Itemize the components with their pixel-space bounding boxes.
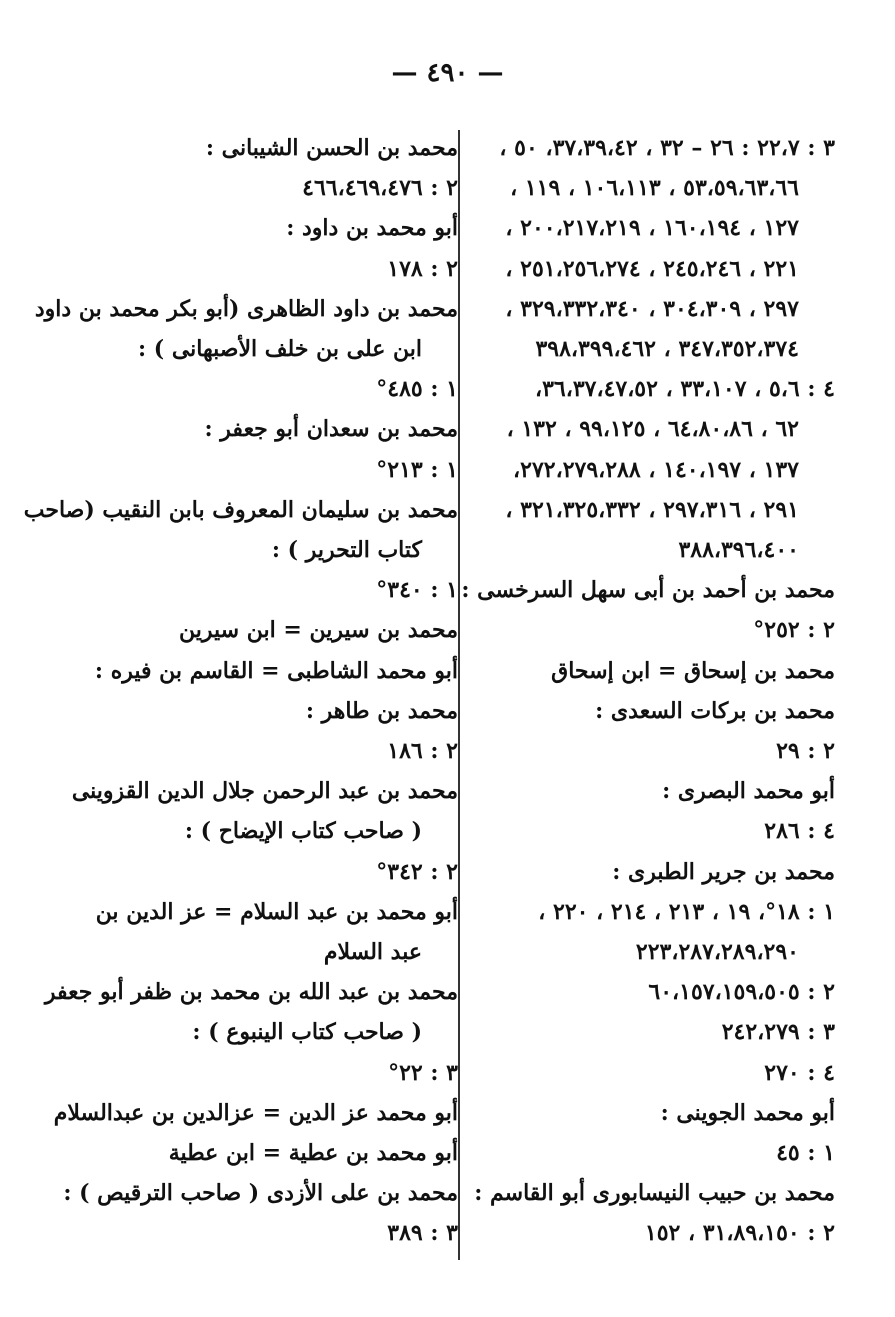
index-page-references: ٢ : ٢٩ <box>776 738 835 765</box>
index-page-references: ٢ : ٢٥٢° <box>753 617 835 644</box>
index-page-references: ٤ : ٢٧٠ <box>764 1059 835 1086</box>
index-entry-name: أبو محمد بن عبد السلام = عز الدين بن <box>95 898 458 925</box>
index-page-references: ٢٢٣،٢٨٧،٢٨٩،٢٩٠ <box>635 939 799 966</box>
index-entry-name: أبو محمد البصرى : <box>662 778 835 805</box>
index-entry-name: أبو محمد الشاطبى = القاسم بن فيره : <box>94 657 458 684</box>
index-entry-name: محمد بن عبد الرحمن جلال الدين القزوينى <box>71 778 458 805</box>
index-entry-name: محمد بن سيرين = ابن سيرين <box>179 617 458 644</box>
index-page-references: ٣٨٨،٣٩٦،٤٠٠ <box>678 537 799 564</box>
index-page-references: ٣ : ٣٨٩ <box>387 1220 458 1247</box>
index-page-references: ٣ : ٢٢،٧ : ٢٦ – ٣٢ ، ٣٧،٣٩،٤٢، ٥٠ ، <box>499 135 835 161</box>
index-page-references: ٦٢ ، ٦٤،٨٠،٨٦ ، ٩٩،١٢٥ ، ١٣٢ ، <box>506 416 799 443</box>
index-page-references: ١ : ٤٨٥° <box>376 376 458 403</box>
index-entry-name: محمد بن بركات السعدى : <box>595 697 835 724</box>
index-entry-name: ابن على بن خلف الأصبهانى ) : <box>137 336 422 363</box>
index-page-references: ٢ : ٤٦٦،٤٦٩،٤٧٦ <box>302 175 458 202</box>
index-entry-name: محمد بن أحمد بن أبى سهل السرخسى : <box>461 577 835 604</box>
index-entry-name: ( صاحب كتاب الإيضاح ) : <box>184 818 422 845</box>
index-entry-name: أبو محمد بن عطية = ابن عطية <box>168 1140 458 1167</box>
index-page-references: ١ : ٢١٣° <box>376 456 458 483</box>
index-page-references: ١ : ١٨°، ١٩ ، ٢١٣ ، ٢١٤ ، ٢٢٠ ، <box>538 898 835 925</box>
index-entry-name: أبو محمد بن داود : <box>286 215 458 242</box>
index-page-references: ٣ : ٢٤٢،٢٧٩ <box>721 1019 835 1046</box>
index-entry-name: محمد بن طاهر : <box>305 697 458 724</box>
index-page-references: ٥٣،٥٩،٦٣،٦٦ ، ١٠٦،١١٣ ، ١١٩ ، <box>510 175 799 202</box>
right-column <box>461 128 835 1254</box>
index-entry-name: محمد بن عبد الله بن محمد بن ظفر أبو جعفر <box>44 979 458 1006</box>
index-page-references: ١ : ٣٤٠° <box>376 577 458 604</box>
index-page-references: ٢٢١ ، ٢٤٥،٢٤٦ ، ٢٥١،٢٥٦،٢٧٤ ، <box>505 255 799 282</box>
index-entry-name: ( صاحب كتاب الينبوع ) : <box>192 1019 422 1046</box>
index-page-references: ٢ : ٣٤٢° <box>376 858 458 885</box>
left-column <box>23 128 458 1254</box>
index-entry-name: محمد بن حبيب النيسابورى أبو القاسم : <box>474 1180 835 1207</box>
index-page-references: ٢ : ٦٠،١٥٧،١٥٩،٥٠٥ <box>648 979 835 1006</box>
index-page-references: ٣٤٧،٣٥٢،٣٧٤ ، ٣٩٨،٣٩٩،٤٦٢ <box>535 336 799 363</box>
index-entry-name: عبد السلام <box>323 939 422 966</box>
index-entry-name: محمد بن إسحاق = ابن إسحاق <box>551 657 835 684</box>
index-entry-name: محمد بن جرير الطبرى : <box>612 858 835 885</box>
index-page-references: ١٢٧ ، ١٦٠،١٩٤ ، ٢٠٠،٢١٧،٢١٩ ، <box>505 215 799 242</box>
page-number: — ٤٩٠ — <box>391 58 504 88</box>
index-entry-name: محمد بن سعدان أبو جعفر : <box>204 416 458 443</box>
index-page-references: ٣ : ٢٢° <box>388 1059 458 1086</box>
index-entry-name: محمد بن على الأزدى ( صاحب الترقيص ) : <box>63 1180 458 1207</box>
index-entry-name: كتاب التحرير ) : <box>271 537 422 564</box>
index-page-references: ٢ : ٣١،٨٩،١٥٠ ، ١٥٢ <box>644 1220 835 1247</box>
index-entry-name: محمد بن الحسن الشيبانى : <box>205 135 458 161</box>
index-entry-name: أبو محمد عز الدين = عزالدين بن عبدالسلام <box>53 1099 458 1126</box>
index-page-references: ٢ : ١٧٨ <box>387 255 458 282</box>
index-entry-name: محمد بن سليمان المعروف بابن النقيب (صاحب <box>23 496 458 523</box>
column-divider <box>458 130 460 1260</box>
index-page-references: ١٣٧ ، ١٤٠،١٩٧ ، ٢٧٢،٢٧٩،٢٨٨، <box>513 456 799 483</box>
index-page-references: ٢٩١ ، ٢٩٧،٣١٦ ، ٣٢١،٣٢٥،٣٣٢ ، <box>505 496 799 523</box>
index-page-references: ٤ : ٥،٦ ، ٣٣،١٠٧ ، ٣٦،٣٧،٤٧،٥٢، <box>535 376 835 403</box>
index-page-references: ١ : ٤٥ <box>776 1140 835 1167</box>
index-page-references: ٢٩٧ ، ٣٠٤،٣٠٩ ، ٣٢٩،٣٣٢،٣٤٠ ، <box>505 295 799 322</box>
index-entry-name: محمد بن داود الظاهرى (أبو بكر محمد بن داود <box>34 295 458 322</box>
index-entry-name: أبو محمد الجوينى : <box>660 1099 835 1126</box>
index-page-references: ٤ : ٢٨٦ <box>764 818 835 845</box>
index-page-references: ٢ : ١٨٦ <box>387 738 458 765</box>
